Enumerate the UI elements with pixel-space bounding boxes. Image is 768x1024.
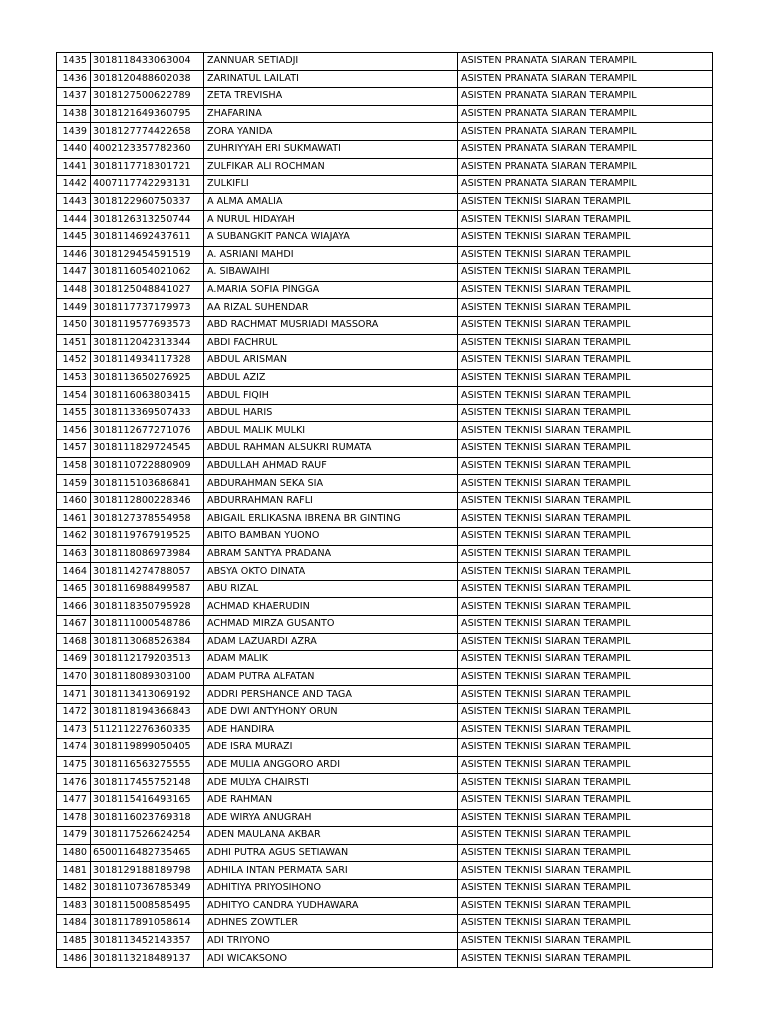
registration-number-cell: 3018127378554958 <box>91 510 204 528</box>
table-row <box>57 281 713 299</box>
table-row <box>57 492 713 510</box>
table-row <box>57 791 713 809</box>
registration-number-cell: 3018115008585495 <box>91 897 204 915</box>
participant-name-cell: ABDI FACHRUL <box>204 334 458 352</box>
position-cell: ASISTEN PRANATA SIARAN TERAMPIL <box>458 105 713 123</box>
registration-number-cell: 3018129454591519 <box>91 246 204 264</box>
row-number-cell: 1436 <box>57 70 91 88</box>
position-cell: ASISTEN PRANATA SIARAN TERAMPIL <box>458 88 713 106</box>
participant-name-cell: ADHNES ZOWTLER <box>204 915 458 933</box>
registration-number-cell: 3018127500622789 <box>91 88 204 106</box>
table-row <box>57 897 713 915</box>
position-cell: ASISTEN TEKNISI SIARAN TERAMPIL <box>458 510 713 528</box>
registration-number-cell: 3018118194366843 <box>91 703 204 721</box>
position-cell: ASISTEN TEKNISI SIARAN TERAMPIL <box>458 264 713 282</box>
row-number-cell: 1438 <box>57 105 91 123</box>
row-number-cell: 1469 <box>57 651 91 669</box>
participant-name-cell: ABRAM SANTYA PRADANA <box>204 545 458 563</box>
position-cell: ASISTEN TEKNISI SIARAN TERAMPIL <box>458 791 713 809</box>
participant-name-cell: ZANNUAR SETIADJI <box>204 53 458 71</box>
document-page <box>56 52 712 968</box>
position-cell: ASISTEN TEKNISI SIARAN TERAMPIL <box>458 580 713 598</box>
table-row <box>57 827 713 845</box>
row-number-cell: 1459 <box>57 475 91 493</box>
table-row <box>57 264 713 282</box>
registration-number-cell: 3018119767919525 <box>91 528 204 546</box>
participant-name-cell: ACHMAD MIRZA GUSANTO <box>204 616 458 634</box>
registration-number-cell: 3018112800228346 <box>91 492 204 510</box>
registration-number-cell: 3018116988499587 <box>91 580 204 598</box>
participant-name-cell: A SUBANGKIT PANCA WIAJAYA <box>204 228 458 246</box>
registration-number-cell: 4002123357782360 <box>91 140 204 158</box>
position-cell: ASISTEN TEKNISI SIARAN TERAMPIL <box>458 827 713 845</box>
participant-name-cell: ADDRI PERSHANCE AND TAGA <box>204 686 458 704</box>
table-row <box>57 228 713 246</box>
participant-name-cell: ABDUL ARISMAN <box>204 352 458 370</box>
row-number-cell: 1454 <box>57 387 91 405</box>
row-number-cell: 1481 <box>57 862 91 880</box>
position-cell: ASISTEN PRANATA SIARAN TERAMPIL <box>458 53 713 71</box>
participant-name-cell: ZULKIFLI <box>204 176 458 194</box>
table-row <box>57 545 713 563</box>
position-cell: ASISTEN TEKNISI SIARAN TERAMPIL <box>458 404 713 422</box>
position-cell: ASISTEN TEKNISI SIARAN TERAMPIL <box>458 211 713 229</box>
row-number-cell: 1440 <box>57 140 91 158</box>
participant-name-cell: ABDULLAH AHMAD RAUF <box>204 457 458 475</box>
row-number-cell: 1479 <box>57 827 91 845</box>
table-row <box>57 352 713 370</box>
participant-name-cell: ZULFIKAR ALI ROCHMAN <box>204 158 458 176</box>
table-row <box>57 563 713 581</box>
position-cell: ASISTEN PRANATA SIARAN TERAMPIL <box>458 158 713 176</box>
participant-name-cell: ADAM LAZUARDI AZRA <box>204 633 458 651</box>
position-cell: ASISTEN TEKNISI SIARAN TERAMPIL <box>458 703 713 721</box>
participant-name-cell: ADI TRIYONO <box>204 932 458 950</box>
table-row <box>57 633 713 651</box>
row-number-cell: 1471 <box>57 686 91 704</box>
position-cell: ASISTEN TEKNISI SIARAN TERAMPIL <box>458 897 713 915</box>
table-row <box>57 105 713 123</box>
row-number-cell: 1460 <box>57 492 91 510</box>
table-row <box>57 739 713 757</box>
position-cell: ASISTEN TEKNISI SIARAN TERAMPIL <box>458 844 713 862</box>
row-number-cell: 1443 <box>57 193 91 211</box>
table-row <box>57 616 713 634</box>
table-row <box>57 193 713 211</box>
table-row <box>57 774 713 792</box>
participant-name-cell: AA RIZAL SUHENDAR <box>204 299 458 317</box>
position-cell: ASISTEN TEKNISI SIARAN TERAMPIL <box>458 528 713 546</box>
row-number-cell: 1447 <box>57 264 91 282</box>
registration-number-cell: 3018116563275555 <box>91 756 204 774</box>
row-number-cell: 1437 <box>57 88 91 106</box>
position-cell: ASISTEN TEKNISI SIARAN TERAMPIL <box>458 862 713 880</box>
row-number-cell: 1485 <box>57 932 91 950</box>
registration-number-cell: 3018120488602038 <box>91 70 204 88</box>
registration-number-cell: 5112112276360335 <box>91 721 204 739</box>
participant-name-cell: ADHILA INTAN PERMATA SARI <box>204 862 458 880</box>
registration-number-cell: 3018113068526384 <box>91 633 204 651</box>
registration-number-cell: 3018113452143357 <box>91 932 204 950</box>
row-number-cell: 1453 <box>57 369 91 387</box>
table-row <box>57 598 713 616</box>
participant-name-cell: ABU RIZAL <box>204 580 458 598</box>
row-number-cell: 1446 <box>57 246 91 264</box>
row-number-cell: 1478 <box>57 809 91 827</box>
position-cell: ASISTEN PRANATA SIARAN TERAMPIL <box>458 70 713 88</box>
table-row <box>57 123 713 141</box>
table-row <box>57 809 713 827</box>
participant-name-cell: A. SIBAWAIHI <box>204 264 458 282</box>
registration-number-cell: 3018112179203513 <box>91 651 204 669</box>
row-number-cell: 1476 <box>57 774 91 792</box>
registration-number-cell: 3018116063803415 <box>91 387 204 405</box>
participant-name-cell: ADE RAHMAN <box>204 791 458 809</box>
registration-number-cell: 3018121649360795 <box>91 105 204 123</box>
position-cell: ASISTEN TEKNISI SIARAN TERAMPIL <box>458 246 713 264</box>
row-number-cell: 1486 <box>57 950 91 968</box>
participant-name-cell: ADEN MAULANA AKBAR <box>204 827 458 845</box>
registration-number-cell: 3018115416493165 <box>91 791 204 809</box>
table-row <box>57 457 713 475</box>
row-number-cell: 1474 <box>57 739 91 757</box>
registration-number-cell: 4007117742293131 <box>91 176 204 194</box>
participant-name-cell: ADHI PUTRA AGUS SETIAWAN <box>204 844 458 862</box>
participant-name-cell: ABSYA OKTO DINATA <box>204 563 458 581</box>
registration-number-cell: 3018116054021062 <box>91 264 204 282</box>
table-row <box>57 53 713 71</box>
row-number-cell: 1484 <box>57 915 91 933</box>
row-number-cell: 1441 <box>57 158 91 176</box>
participant-name-cell: A NURUL HIDAYAH <box>204 211 458 229</box>
position-cell: ASISTEN TEKNISI SIARAN TERAMPIL <box>458 809 713 827</box>
position-cell: ASISTEN TEKNISI SIARAN TERAMPIL <box>458 686 713 704</box>
table-row <box>57 404 713 422</box>
table-body <box>57 53 713 968</box>
position-cell: ASISTEN PRANATA SIARAN TERAMPIL <box>458 140 713 158</box>
row-number-cell: 1450 <box>57 316 91 334</box>
row-number-cell: 1477 <box>57 791 91 809</box>
registration-number-cell: 3018117891058614 <box>91 915 204 933</box>
position-cell: ASISTEN TEKNISI SIARAN TERAMPIL <box>458 193 713 211</box>
registration-number-cell: 3018114274788057 <box>91 563 204 581</box>
registration-number-cell: 3018117718301721 <box>91 158 204 176</box>
position-cell: ASISTEN TEKNISI SIARAN TERAMPIL <box>458 334 713 352</box>
table-row <box>57 651 713 669</box>
position-cell: ASISTEN TEKNISI SIARAN TERAMPIL <box>458 545 713 563</box>
row-number-cell: 1472 <box>57 703 91 721</box>
table-row <box>57 88 713 106</box>
table-row <box>57 299 713 317</box>
row-number-cell: 1458 <box>57 457 91 475</box>
row-number-cell: 1449 <box>57 299 91 317</box>
registration-number-cell: 3018111000548786 <box>91 616 204 634</box>
table-row <box>57 703 713 721</box>
table-row <box>57 475 713 493</box>
row-number-cell: 1466 <box>57 598 91 616</box>
participant-name-cell: ABDURRAHMAN RAFLI <box>204 492 458 510</box>
participant-name-cell: ABDURAHMAN SEKA SIA <box>204 475 458 493</box>
registration-number-cell: 3018114934117328 <box>91 352 204 370</box>
position-cell: ASISTEN TEKNISI SIARAN TERAMPIL <box>458 352 713 370</box>
position-cell: ASISTEN TEKNISI SIARAN TERAMPIL <box>458 756 713 774</box>
table-row <box>57 440 713 458</box>
position-cell: ASISTEN TEKNISI SIARAN TERAMPIL <box>458 316 713 334</box>
row-number-cell: 1451 <box>57 334 91 352</box>
registration-number-cell: 3018118086973984 <box>91 545 204 563</box>
registration-number-cell: 3018110722880909 <box>91 457 204 475</box>
registration-number-cell: 3018125048841027 <box>91 281 204 299</box>
position-cell: ASISTEN PRANATA SIARAN TERAMPIL <box>458 176 713 194</box>
table-row <box>57 211 713 229</box>
row-number-cell: 1452 <box>57 352 91 370</box>
table-row <box>57 158 713 176</box>
row-number-cell: 1435 <box>57 53 91 71</box>
registration-number-cell: 3018122960750337 <box>91 193 204 211</box>
registration-number-cell: 3018112042313344 <box>91 334 204 352</box>
table-row <box>57 316 713 334</box>
registration-number-cell: 6500116482735465 <box>91 844 204 862</box>
table-row <box>57 721 713 739</box>
position-cell: ASISTEN TEKNISI SIARAN TERAMPIL <box>458 774 713 792</box>
table-row <box>57 950 713 968</box>
registration-number-cell: 3018113369507433 <box>91 404 204 422</box>
participant-name-cell: ADHITIYA PRIYOSIHONO <box>204 879 458 897</box>
participant-name-cell: ADAM MALIK <box>204 651 458 669</box>
participant-name-cell: ABDUL AZIZ <box>204 369 458 387</box>
table-row <box>57 422 713 440</box>
participant-name-cell: ACHMAD KHAERUDIN <box>204 598 458 616</box>
position-cell: ASISTEN TEKNISI SIARAN TERAMPIL <box>458 721 713 739</box>
position-cell: ASISTEN TEKNISI SIARAN TERAMPIL <box>458 633 713 651</box>
position-cell: ASISTEN TEKNISI SIARAN TERAMPIL <box>458 668 713 686</box>
row-number-cell: 1480 <box>57 844 91 862</box>
table-row <box>57 70 713 88</box>
row-number-cell: 1468 <box>57 633 91 651</box>
table-row <box>57 932 713 950</box>
participant-name-cell: ZORA YANIDA <box>204 123 458 141</box>
registration-number-cell: 3018127774422658 <box>91 123 204 141</box>
position-cell: ASISTEN TEKNISI SIARAN TERAMPIL <box>458 950 713 968</box>
participant-name-cell: ABITO BAMBAN YUONO <box>204 528 458 546</box>
position-cell: ASISTEN TEKNISI SIARAN TERAMPIL <box>458 563 713 581</box>
registration-number-cell: 3018118433063004 <box>91 53 204 71</box>
table-row <box>57 334 713 352</box>
participant-name-cell: ABDUL RAHMAN ALSUKRI RUMATA <box>204 440 458 458</box>
registration-number-cell: 3018118350795928 <box>91 598 204 616</box>
position-cell: ASISTEN TEKNISI SIARAN TERAMPIL <box>458 457 713 475</box>
participant-name-cell: A.MARIA SOFIA PINGGA <box>204 281 458 299</box>
registration-number-cell: 3018113413069192 <box>91 686 204 704</box>
table-row <box>57 915 713 933</box>
participant-name-cell: ADE ISRA MURAZI <box>204 739 458 757</box>
row-number-cell: 1482 <box>57 879 91 897</box>
participant-name-cell: ADE HANDIRA <box>204 721 458 739</box>
registration-number-cell: 3018115103686841 <box>91 475 204 493</box>
row-number-cell: 1444 <box>57 211 91 229</box>
position-cell: ASISTEN TEKNISI SIARAN TERAMPIL <box>458 422 713 440</box>
table-row <box>57 387 713 405</box>
table-row <box>57 176 713 194</box>
table-row <box>57 686 713 704</box>
registration-number-cell: 3018119899050405 <box>91 739 204 757</box>
position-cell: ASISTEN TEKNISI SIARAN TERAMPIL <box>458 387 713 405</box>
participant-name-cell: ABDUL MALIK MULKI <box>204 422 458 440</box>
row-number-cell: 1462 <box>57 528 91 546</box>
position-cell: ASISTEN TEKNISI SIARAN TERAMPIL <box>458 228 713 246</box>
participant-name-cell: ADE MULYA CHAIRSTI <box>204 774 458 792</box>
participant-name-cell: ADE MULIA ANGGORO ARDI <box>204 756 458 774</box>
registration-number-cell: 3018111829724545 <box>91 440 204 458</box>
row-number-cell: 1465 <box>57 580 91 598</box>
table-row <box>57 580 713 598</box>
registration-number-cell: 3018129188189798 <box>91 862 204 880</box>
participant-name-cell: ZARINATUL LAILATI <box>204 70 458 88</box>
participant-name-cell: ADE DWI ANTYHONY ORUN <box>204 703 458 721</box>
registration-number-cell: 3018114692437611 <box>91 228 204 246</box>
position-cell: ASISTEN TEKNISI SIARAN TERAMPIL <box>458 616 713 634</box>
row-number-cell: 1483 <box>57 897 91 915</box>
registration-number-cell: 3018118089303100 <box>91 668 204 686</box>
table-row <box>57 246 713 264</box>
position-cell: ASISTEN TEKNISI SIARAN TERAMPIL <box>458 281 713 299</box>
participant-name-cell: ZHAFARINA <box>204 105 458 123</box>
row-number-cell: 1464 <box>57 563 91 581</box>
position-cell: ASISTEN TEKNISI SIARAN TERAMPIL <box>458 915 713 933</box>
row-number-cell: 1445 <box>57 228 91 246</box>
registration-number-cell: 3018126313250744 <box>91 211 204 229</box>
registration-number-cell: 3018117737179973 <box>91 299 204 317</box>
row-number-cell: 1448 <box>57 281 91 299</box>
participant-name-cell: ABDUL HARIS <box>204 404 458 422</box>
registration-number-cell: 3018112677271076 <box>91 422 204 440</box>
table-row <box>57 369 713 387</box>
row-number-cell: 1467 <box>57 616 91 634</box>
registration-number-cell: 3018113218489137 <box>91 950 204 968</box>
participant-name-cell: ABD RACHMAT MUSRIADI MASSORA <box>204 316 458 334</box>
table-row <box>57 510 713 528</box>
table-row <box>57 862 713 880</box>
participant-name-cell: ZETA TREVISHA <box>204 88 458 106</box>
registration-number-cell: 3018117526624254 <box>91 827 204 845</box>
row-number-cell: 1456 <box>57 422 91 440</box>
table-row <box>57 668 713 686</box>
participant-name-cell: ADI WICAKSONO <box>204 950 458 968</box>
participant-name-cell: ZUHRIYYAH ERI SUKMAWATI <box>204 140 458 158</box>
table-row <box>57 844 713 862</box>
table-row <box>57 140 713 158</box>
row-number-cell: 1461 <box>57 510 91 528</box>
participant-name-cell: ADHITYO CANDRA YUDHAWARA <box>204 897 458 915</box>
row-number-cell: 1470 <box>57 668 91 686</box>
table-row <box>57 879 713 897</box>
position-cell: ASISTEN PRANATA SIARAN TERAMPIL <box>458 123 713 141</box>
row-number-cell: 1455 <box>57 404 91 422</box>
participant-name-cell: A. ASRIANI MAHDI <box>204 246 458 264</box>
table-row <box>57 528 713 546</box>
position-cell: ASISTEN TEKNISI SIARAN TERAMPIL <box>458 369 713 387</box>
row-number-cell: 1442 <box>57 176 91 194</box>
table-row <box>57 756 713 774</box>
participant-name-cell: ADE WIRYA ANUGRAH <box>204 809 458 827</box>
position-cell: ASISTEN TEKNISI SIARAN TERAMPIL <box>458 475 713 493</box>
registration-number-cell: 3018113650276925 <box>91 369 204 387</box>
row-number-cell: 1439 <box>57 123 91 141</box>
row-number-cell: 1473 <box>57 721 91 739</box>
registration-number-cell: 3018117455752148 <box>91 774 204 792</box>
row-number-cell: 1463 <box>57 545 91 563</box>
row-number-cell: 1475 <box>57 756 91 774</box>
participant-name-cell: ADAM PUTRA ALFATAN <box>204 668 458 686</box>
position-cell: ASISTEN TEKNISI SIARAN TERAMPIL <box>458 598 713 616</box>
registration-number-cell: 3018119577693573 <box>91 316 204 334</box>
position-cell: ASISTEN TEKNISI SIARAN TERAMPIL <box>458 492 713 510</box>
participant-name-cell: A ALMA AMALIA <box>204 193 458 211</box>
position-cell: ASISTEN TEKNISI SIARAN TERAMPIL <box>458 879 713 897</box>
registration-number-cell: 3018110736785349 <box>91 879 204 897</box>
participant-table <box>56 52 713 968</box>
position-cell: ASISTEN TEKNISI SIARAN TERAMPIL <box>458 299 713 317</box>
position-cell: ASISTEN TEKNISI SIARAN TERAMPIL <box>458 651 713 669</box>
position-cell: ASISTEN TEKNISI SIARAN TERAMPIL <box>458 739 713 757</box>
participant-name-cell: ABIGAIL ERLIKASNA IBRENA BR GINTING <box>204 510 458 528</box>
participant-name-cell: ABDUL FIQIH <box>204 387 458 405</box>
row-number-cell: 1457 <box>57 440 91 458</box>
position-cell: ASISTEN TEKNISI SIARAN TERAMPIL <box>458 440 713 458</box>
registration-number-cell: 3018116023769318 <box>91 809 204 827</box>
position-cell: ASISTEN TEKNISI SIARAN TERAMPIL <box>458 932 713 950</box>
